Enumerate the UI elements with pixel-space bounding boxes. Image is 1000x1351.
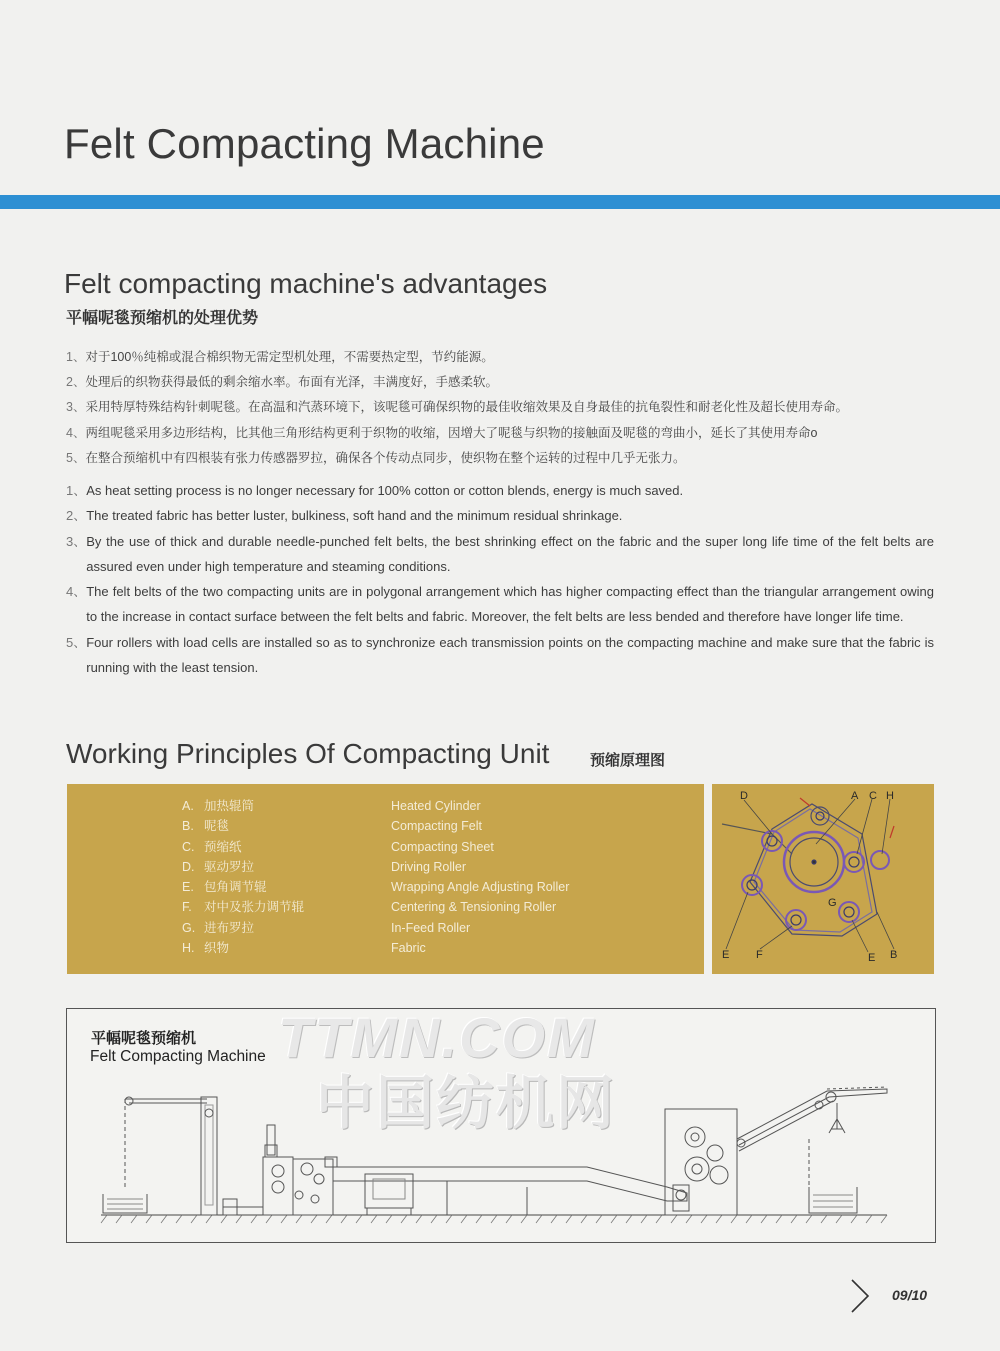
tensioning-roller-icon (786, 910, 806, 930)
legend-item: Centering & Tensioning Roller (391, 900, 557, 915)
diagram-label-c: C (869, 790, 877, 802)
list-item: 3、 采用特厚特殊结构针刺呢毯。在高温和汽蒸环境下，该呢毯可确保织物的最佳收缩效果及自身最佳的抗龟裂性和耐老化性及超长使用寿命。 (66, 400, 848, 415)
working-principles-title-cn: 预缩原理图 (590, 752, 666, 769)
legend-item: Driving Roller (391, 859, 467, 874)
list-item: 5、 Four rollers with load cells are installed so as to synchronize each transmission points on the compacting machine and make sure that the fabric is running with the least tension. (66, 634, 934, 676)
advantages-list-cn (66, 345, 946, 471)
diagram-label-e: E (868, 952, 876, 964)
watermark-en: TTMN.COM (278, 1006, 596, 1069)
legend-item: In-Feed Roller (391, 920, 471, 935)
advantages-title: Felt compacting machine's advantages (64, 268, 548, 299)
list-item: 4、 The felt belts of the two compacting units are in polygonal arrangement which has higher compacting effect than the triangular arrangement owing to the increase in contact surface between the felt belts and fabric. Moreover, the felt belts are less bended and therefore have longer life time. (66, 584, 934, 625)
legend-en-column (391, 796, 569, 958)
list-item: 2、 The treated fabric has better luster, bulkiness, soft hand and the minimum residual shrinkage. (66, 508, 623, 524)
list-item: 5、 在整合预缩机中有四根装有张力传感器罗拉，确保各个传动点同步，使织物在整个运转的过程中几乎无张力。 (66, 450, 686, 465)
legend-item: Heated Cylinder (391, 799, 481, 813)
legend-item: Compacting Felt (391, 819, 483, 834)
compacting-unit-diagram (712, 784, 934, 974)
diagram-label-h: H (886, 790, 894, 802)
legend-item: H. 织物 (182, 941, 230, 956)
diagram-label-a: A (851, 790, 859, 802)
header-divider (0, 195, 1000, 209)
machine-title-cn: 平幅呢毯预缩机 (91, 1030, 197, 1047)
diagram-label-d: D (740, 790, 748, 802)
legend-item: Compacting Sheet (391, 839, 494, 854)
roller-icon (871, 851, 889, 869)
machine-title-en: Felt Compacting Machine (90, 1048, 266, 1065)
legend-item: Fabric (391, 941, 426, 956)
diagram-label-g: G (828, 897, 837, 909)
roller-icon (811, 807, 829, 825)
diagram-label-e: E (722, 949, 730, 961)
infeed-roller-icon (839, 902, 859, 922)
diagram-label-b: B (890, 949, 898, 961)
advantages-list-en (66, 478, 934, 680)
advantages-subtitle-cn: 平幅呢毯预缩机的处理优势 (66, 310, 259, 327)
legend-panel (67, 784, 704, 974)
page-title: Felt Compacting Machine (64, 120, 545, 167)
working-principles-title: Working Principles Of Compacting Unit (66, 738, 550, 769)
legend-item: E. 包角调节辊 (182, 880, 267, 895)
compacting-diagram-svg (712, 784, 934, 974)
legend-item: A. 加热辊筒 (182, 799, 255, 813)
roller-icon (844, 852, 864, 872)
legend-cn-column (182, 796, 304, 958)
legend-item: D. 驱动罗拉 (182, 859, 255, 874)
list-item: 3、 By the use of thick and durable needle-punched felt belts, the best shrinking effect on the fabric and the super long life time of the felt belts are assured even under high temperature and steaming conditions. (66, 533, 934, 574)
list-item: 2、 处理后的织物获得最低的剩余缩水率。布面有光泽，丰满度好，手感柔软。 (66, 375, 498, 390)
diagram-label-f: F (756, 949, 763, 961)
next-page-chevron-icon[interactable] (848, 1278, 872, 1314)
list-item: 1、 As heat setting process is no longer necessary for 100% cotton or cotton blends, energy is much saved. (66, 483, 684, 498)
page-number: 09/10 (892, 1287, 928, 1303)
list-item: 4、 两组呢毯采用多边形结构，比其他三角形结构更利于织物的收缩，因增大了呢毯与织物的接触面及呢毯的弯曲小，延长了其使用寿命o (66, 425, 818, 440)
legend-item: Wrapping Angle Adjusting Roller (391, 880, 570, 895)
legend-item: F. 对中及张力调节辊 (182, 900, 305, 915)
legend-item: G. 进布罗拉 (182, 920, 255, 935)
legend-item: C. 预缩纸 (182, 839, 242, 854)
list-item: 1、 对于100％纯棉或混合棉织物无需定型机处理，不需要热定型，节约能源。 (66, 350, 494, 364)
watermark-cn: 中国纺机网 (316, 1071, 617, 1136)
legend-item: B. 呢毯 (182, 819, 230, 834)
